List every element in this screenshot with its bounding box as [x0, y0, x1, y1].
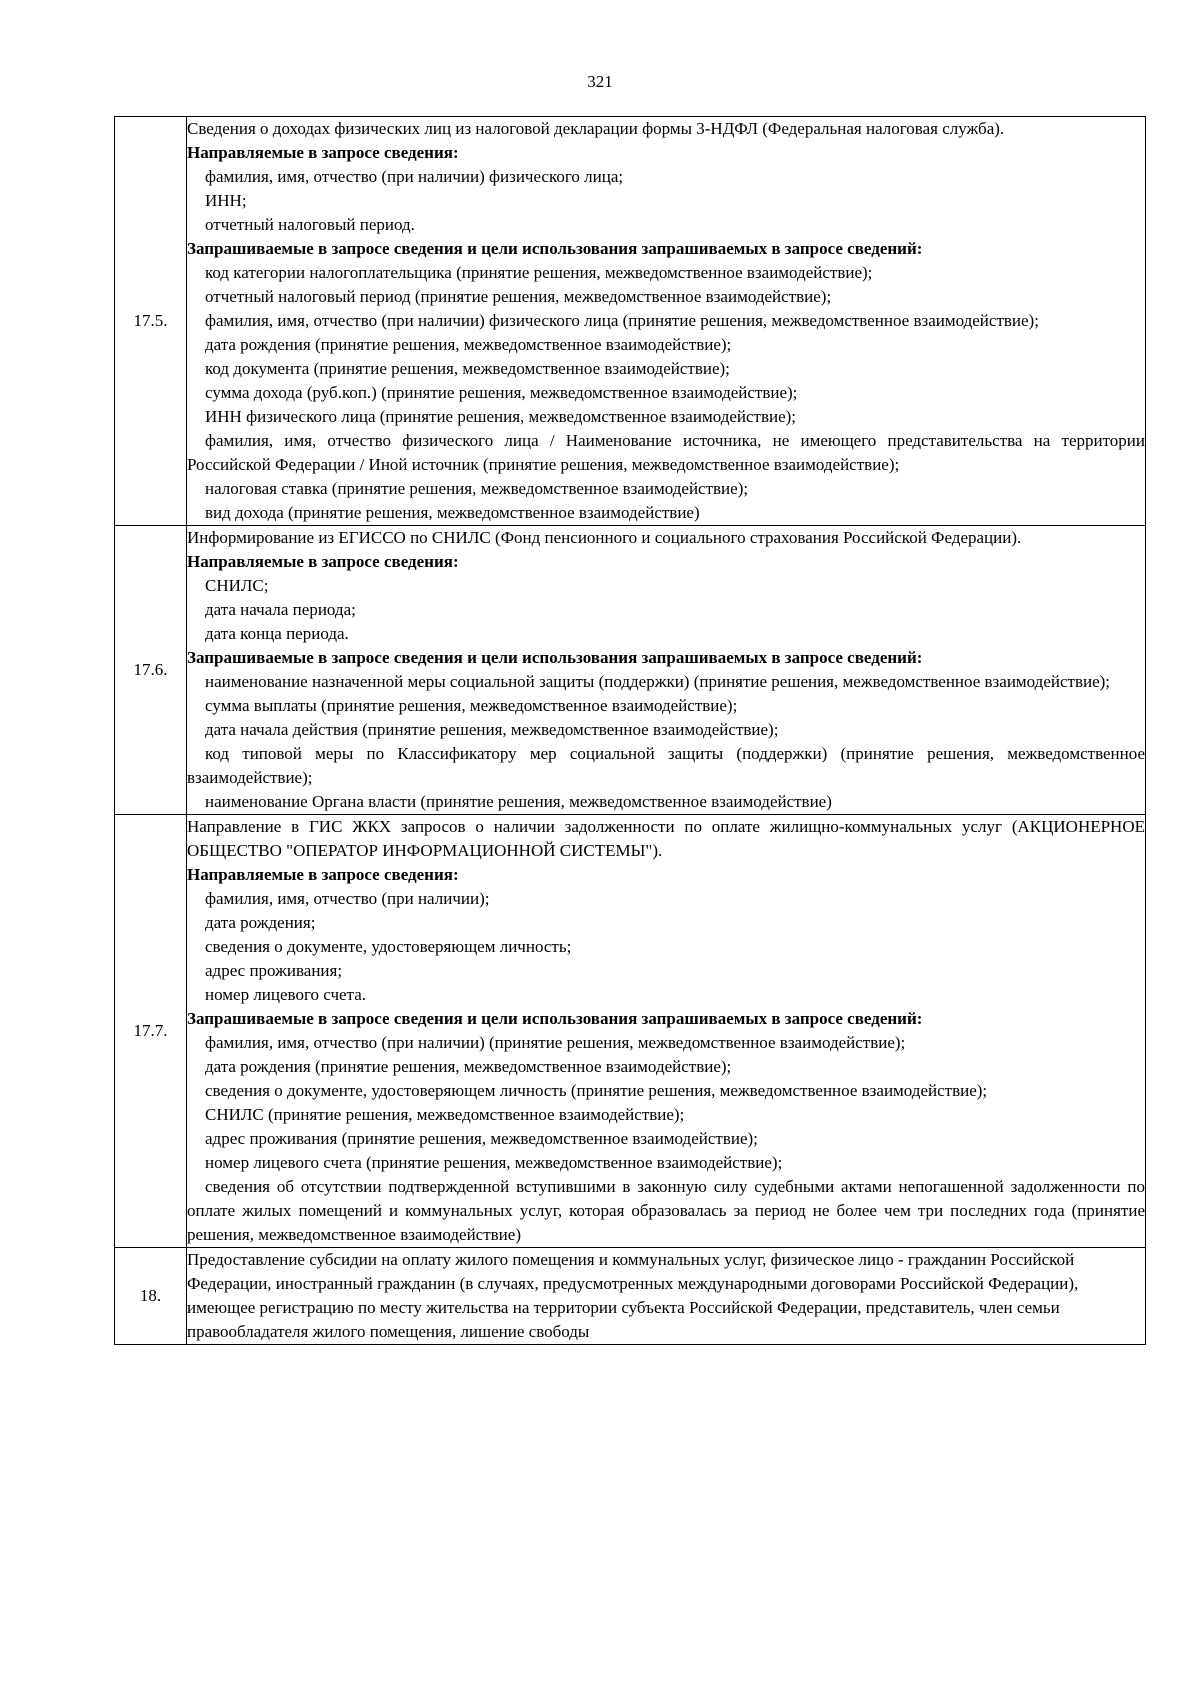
content-line: отчетный налоговый период (принятие решения, межведомственное взаимодействие); — [205, 287, 832, 306]
content-line: код категории налогоплательщика (принятие решения, межведомственное взаимодействие); — [205, 263, 873, 282]
content-line: сумма дохода (руб.коп.) (принятие решения, межведомственное взаимодействие); — [205, 383, 798, 402]
content-line: сумма выплаты (принятие решения, межведомственное взаимодействие); — [205, 696, 738, 715]
section-heading: Запрашиваемые в запросе сведения и цели использования запрашиваемых в запросе сведений: — [187, 1009, 923, 1028]
content-line: Предоставление субсидии на оплату жилого помещения и коммунальных услуг, физическое лицо - гражданин Российской Федерации, иностранный гражданин (в случаях, предусмотренных международными договорами Российской Федерации), имеющее регистрацию по месту жительства на территории субъекта Российской Федерации, представитель, член семьи правообладателя жилого помещения, лишение свободы — [187, 1250, 1079, 1341]
content-line: адрес проживания (принятие решения, межведомственное взаимодействие); — [205, 1129, 758, 1148]
content-line: СНИЛС; — [205, 576, 269, 595]
content-line: код документа (принятие решения, межведомственное взаимодействие); — [205, 359, 730, 378]
content-line: дата конца периода. — [205, 624, 349, 643]
content-line: Сведения о доходах физических лиц из налоговой декларации формы 3-НДФЛ (Федеральная налоговая служба). — [187, 119, 1005, 138]
section-heading: Направляемые в запросе сведения: — [187, 552, 459, 571]
content-line: фамилия, имя, отчество (при наличии) физического лица; — [205, 167, 624, 186]
content-line: наименование Органа власти (принятие решения, межведомственное взаимодействие) — [205, 792, 832, 811]
row-number: 17.6. — [115, 526, 187, 815]
row-content — [187, 526, 1146, 815]
table-row — [115, 117, 1146, 526]
content-line: фамилия, имя, отчество (при наличии); — [205, 889, 490, 908]
content-line: дата начала периода; — [205, 600, 356, 619]
content-line: сведения о документе, удостоверяющем личность (принятие решения, межведомственное взаимодействие); — [205, 1081, 988, 1100]
section-heading: Запрашиваемые в запросе сведения и цели использования запрашиваемых в запросе сведений: — [187, 239, 923, 258]
services-table — [114, 116, 1146, 1345]
content-line: ИНН физического лица (принятие решения, межведомственное взаимодействие); — [205, 407, 797, 426]
content-line: сведения об отсутствии подтвержденной вступившими в законную силу судебными актами непогашенной задолженности по оплате жилых помещений и коммунальных услуг, которая образовалась за период не более чем три последних года (принятие решения, межведомственное взаимодействие) — [187, 1177, 1145, 1244]
content-line: код типовой меры по Классификатору мер социальной защиты (поддержки) (принятие решения, межведомственное взаимодействие); — [187, 744, 1145, 787]
content-line: вид дохода (принятие решения, межведомственное взаимодействие) — [205, 503, 700, 522]
content-line: дата рождения (принятие решения, межведомственное взаимодействие); — [205, 1057, 732, 1076]
content-line: фамилия, имя, отчество (при наличии) физического лица (принятие решения, межведомственное взаимодействие); — [205, 311, 1039, 330]
table-row — [115, 526, 1146, 815]
content-line: Информирование из ЕГИССО по СНИЛС (Фонд пенсионного и социального страхования Российской Федерации). — [187, 528, 1022, 547]
content-line: фамилия, имя, отчество (при наличии) (принятие решения, межведомственное взаимодействие); — [205, 1033, 906, 1052]
content-line: номер лицевого счета. — [205, 985, 366, 1004]
content-line: налоговая ставка (принятие решения, межведомственное взаимодействие); — [205, 479, 749, 498]
content-line: адрес проживания; — [205, 961, 343, 980]
row-content — [187, 117, 1146, 526]
row-content — [187, 1248, 1146, 1345]
table-row — [115, 815, 1146, 1248]
section-heading: Направляемые в запросе сведения: — [187, 865, 459, 884]
row-number: 18. — [115, 1248, 187, 1345]
content-line: номер лицевого счета (принятие решения, межведомственное взаимодействие); — [205, 1153, 783, 1172]
content-line: дата рождения; — [205, 913, 316, 932]
content-line: Направление в ГИС ЖКХ запросов о наличии задолженности по оплате жилищно-коммунальных услуг (АКЦИОНЕРНОЕ ОБЩЕСТВО "ОПЕРАТОР ИНФОРМАЦИОННОЙ СИСТЕМЫ"). — [187, 817, 1145, 860]
row-content — [187, 815, 1146, 1248]
content-line: сведения о документе, удостоверяющем личность; — [205, 937, 572, 956]
section-heading: Направляемые в запросе сведения: — [187, 143, 459, 162]
content-line: отчетный налоговый период. — [205, 215, 415, 234]
row-number: 17.7. — [115, 815, 187, 1248]
content-line: дата рождения (принятие решения, межведомственное взаимодействие); — [205, 335, 732, 354]
row-number: 17.5. — [115, 117, 187, 526]
content-line: ИНН; — [205, 191, 247, 210]
section-heading: Запрашиваемые в запросе сведения и цели использования запрашиваемых в запросе сведений: — [187, 648, 923, 667]
table-row — [115, 1248, 1146, 1345]
content-line: дата начала действия (принятие решения, межведомственное взаимодействие); — [205, 720, 779, 739]
content-line: фамилия, имя, отчество физического лица / Наименование источника, не имеющего представительства на территории Российской Федерации / Иной источник (принятие решения, межведомственное взаимодействие); — [187, 431, 1145, 474]
content-line: наименование назначенной меры социальной защиты (поддержки) (принятие решения, межведомственное взаимодействие); — [205, 672, 1111, 691]
page-number: 321 — [587, 72, 613, 91]
content-line: СНИЛС (принятие решения, межведомственное взаимодействие); — [205, 1105, 685, 1124]
